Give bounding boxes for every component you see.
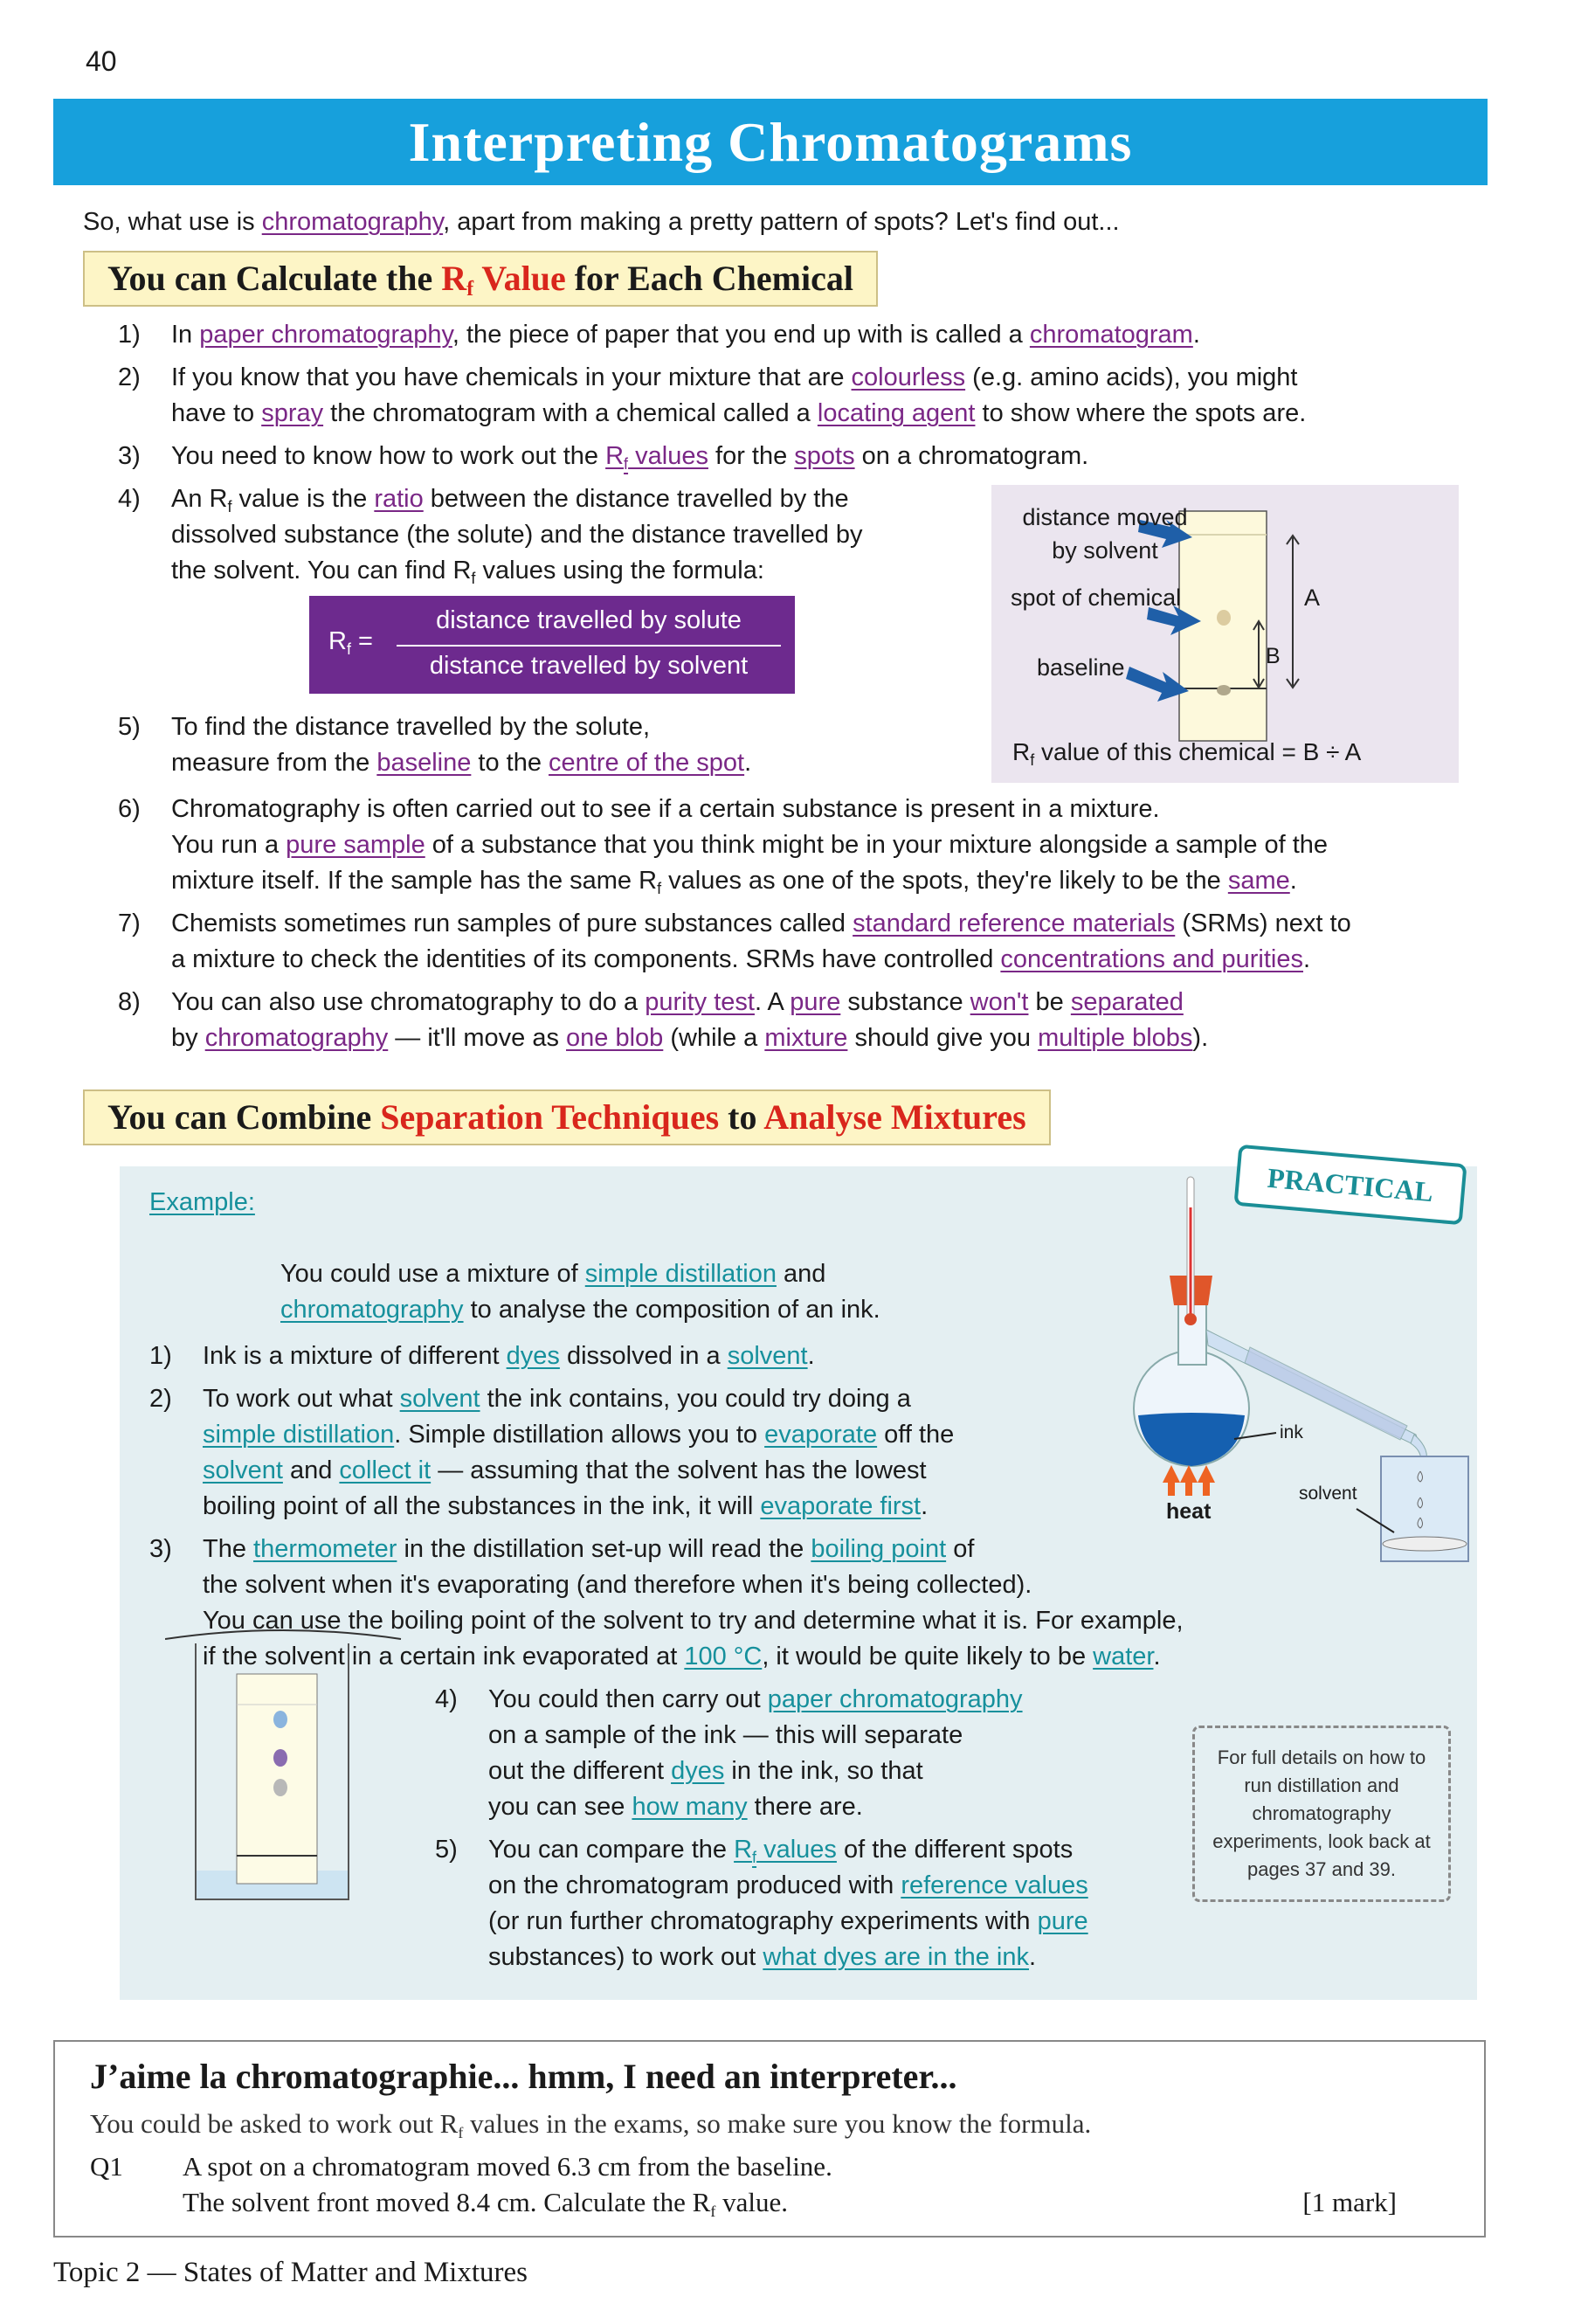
text-segment: A spot on a chromatogram moved 6.3 cm from the baseline. The solvent front moved 8.4 cm. Calculate the R (183, 2151, 832, 2217)
text-segment: for Each Chemical (565, 259, 853, 298)
text-segment: the ink contains, you could try doing a (487, 1385, 911, 1413)
glossary-term: collect it (339, 1456, 431, 1484)
text-segment: In (171, 321, 200, 349)
subscript-f: f (471, 570, 476, 587)
formula-denominator: distance travelled by solvent (429, 652, 749, 680)
list-item (149, 1381, 1477, 1525)
example-panel (120, 1161, 1477, 2000)
item-text (488, 1685, 1023, 1821)
subscript-f: f (227, 498, 232, 515)
glossary-term: paper chromatography (199, 321, 452, 349)
glossary-term: purity test (645, 988, 755, 1016)
glossary-term: paper chromatography (767, 1685, 1023, 1713)
glossary-term: chromatogram (1029, 321, 1193, 349)
item-text (203, 1385, 954, 1520)
glossary-term: evaporate (764, 1421, 878, 1449)
formula-lhs (328, 627, 373, 656)
highlight-text: Analyse Mixtures (763, 1097, 1026, 1137)
text-segment: be (1028, 988, 1071, 1016)
item-number: 2) (149, 1385, 172, 1413)
text-segment: in the ink, so that you can see (488, 1757, 923, 1821)
glossary-term: colourless (851, 363, 966, 391)
item-text (171, 795, 1328, 895)
glossary-term: chromatography (261, 208, 444, 236)
text-segment: to (719, 1097, 764, 1137)
section-heading-rf (83, 251, 878, 307)
text-segment: — assuming that the solvent has the lowest boiling point of all the substances in the ink, it will (203, 1456, 927, 1520)
label-baseline: baseline (1037, 654, 1125, 681)
subscript-f: f (710, 2203, 716, 2220)
glossary-term: ratio (374, 485, 424, 513)
item-text (171, 988, 1208, 1052)
grey-spot (273, 1779, 287, 1796)
text-segment: You need to know how to work out the (171, 442, 606, 470)
glossary-term: values (628, 442, 708, 470)
label-a: A (1304, 584, 1321, 611)
highlight-text: Value (473, 259, 566, 298)
text-segment: by (171, 1024, 198, 1052)
purple-spot (273, 1749, 287, 1767)
glossary-term: spray (261, 399, 324, 427)
glossary-term: multiple blobs (1038, 1024, 1193, 1052)
text-segment: for the (708, 442, 795, 470)
paper-chromatography-beaker-illustration (165, 1622, 405, 1901)
summary-box (53, 2040, 1486, 2238)
list-item (118, 481, 1476, 589)
text-segment: So, what use is (83, 208, 262, 236)
page-footer: Topic 2 — States of Matter and Mixtures (53, 2257, 528, 2288)
glossary-term: simple distillation (203, 1421, 395, 1449)
text-segment: . (1153, 1643, 1161, 1670)
text-segment: (SRMs) next to a mixture to check the identities of its components. SRMs have controlled (171, 910, 1351, 973)
blue-spot (273, 1711, 287, 1728)
item-text (203, 1342, 815, 1370)
question-row (90, 2148, 1397, 2220)
list-item (118, 792, 1476, 899)
intro-text (83, 204, 1488, 240)
text-segment: — it'll move as (388, 1024, 567, 1052)
item-number: 3) (118, 442, 141, 470)
highlight-text: f (466, 278, 474, 301)
glossary-term: separated (1070, 988, 1184, 1016)
items-4-5-wrap (435, 1682, 1477, 1982)
text-segment: You could use a mixture of (280, 1260, 585, 1288)
reference-note: For full details on how to run distillation and chromatography experiments, look back at pages 37 and 39. (1192, 1726, 1451, 1902)
text-segment: . (1303, 945, 1311, 973)
highlight-text: R (441, 259, 467, 298)
glossary-term: dyes (506, 1342, 560, 1370)
caption-r-sub: f (1030, 751, 1035, 769)
glossary-term: pure sample (286, 831, 425, 859)
marks-label: [1 mark] (1302, 2187, 1397, 2217)
glossary-term: water (1093, 1643, 1154, 1670)
glossary-term: solvent (727, 1342, 808, 1370)
item-number: 5) (435, 1836, 458, 1864)
item-number: 3) (149, 1535, 172, 1563)
practical-badge: PRACTICAL (1233, 1145, 1467, 1226)
glossary-term: f (624, 455, 629, 473)
text-segment: values using the formula: (475, 557, 764, 584)
list-item (118, 360, 1476, 432)
text-segment: Chemists sometimes run samples of pure substances called (171, 910, 853, 937)
glossary-term: dyes (671, 1757, 725, 1785)
glossary-term: concentrations and purities (1000, 945, 1304, 973)
item-number: 4) (435, 1685, 458, 1713)
text-segment: You can compare the (488, 1836, 735, 1864)
fraction-line (397, 645, 781, 647)
text-segment: The (203, 1535, 254, 1563)
glossary-term: what dyes are in the ink (763, 1943, 1029, 1971)
glossary-term: evaporate first (760, 1492, 922, 1520)
text-segment: You can also use chromatography to do a (171, 988, 646, 1016)
formula-equals: = (358, 627, 373, 655)
text-segment: . Simple distillation allows you to (394, 1421, 765, 1449)
label-ink: ink (1280, 1422, 1303, 1442)
glossary-term: one blob (566, 1024, 664, 1052)
question-text (183, 2148, 832, 2220)
glossary-term: solvent (399, 1385, 480, 1413)
item-number: 5) (118, 713, 141, 741)
label-solvent: solvent (1299, 1484, 1357, 1504)
glossary-term: standard reference materials (853, 910, 1176, 937)
text-segment: (or run further chromatography experiments with (488, 1907, 1031, 1935)
glossary-term: mixture (764, 1024, 848, 1052)
glossary-term: centre of the spot (549, 749, 745, 777)
text-segment: between the distance travelled by the dissolved substance (the solute) and the distance travelled by the solvent. You can find R (171, 485, 863, 584)
text-segment: values in the exams, so make sure you know the formula. (463, 2108, 1092, 2139)
caption-r: R (1012, 738, 1031, 765)
text-segment: Ink is a mixture of different (203, 1342, 507, 1370)
item-text (171, 442, 1089, 473)
text-segment: . (1192, 321, 1200, 349)
text-segment: there are. (747, 1793, 863, 1821)
section-heading-rf-wrap (83, 251, 1488, 307)
text-segment: You could be asked to work out R (90, 2108, 459, 2139)
text-segment: , it would be quite likely to be (762, 1643, 1094, 1670)
text-segment: . (1029, 1943, 1037, 1971)
rf-formula-box (309, 596, 795, 694)
item-text (171, 910, 1351, 973)
text-segment: of the solvent when it's evaporating (and therefore when it's being collected). You can use the boiling point of the solvent to try and determine what it is. For example, if the solvent in a certain ink evaporated at (203, 1535, 1184, 1670)
formula-r-sub: f (346, 640, 351, 658)
text-segment: to analyse the composition of an ink. (463, 1296, 880, 1324)
example-label: Example: (149, 1188, 255, 1216)
text-segment: in the distillation set-up will read the (397, 1535, 811, 1563)
list-item (118, 439, 1476, 474)
item-text (171, 321, 1200, 349)
glossary-term: R (734, 1836, 753, 1864)
text-segment: ). (1192, 1024, 1209, 1052)
text-segment: the chromatogram with a chemical called a (323, 399, 818, 427)
glossary-term: how many (632, 1793, 748, 1821)
text-segment: (e.g. amino acids), you might have to (171, 363, 1298, 427)
text-segment: of a substance that you think might be in your mixture alongside a sample of the mixture itself. If the sample has the same R (171, 831, 1329, 895)
glossary-term: reference values (901, 1871, 1088, 1899)
glossary-term: locating agent (817, 399, 976, 427)
glossary-term: 100 °C (684, 1643, 763, 1670)
subscript-f: f (657, 880, 662, 897)
text-segment: and (784, 1260, 826, 1288)
text-segment: dissolved in a (559, 1342, 728, 1370)
summary-text (90, 2105, 1397, 2143)
text-segment: Chromatography is often carried out to see if a certain substance is present in a mixture. You run a (171, 795, 1160, 859)
section1-list (118, 317, 1476, 1056)
subscript-f: f (458, 2124, 464, 2141)
text-segment: To find the distance travelled by the solute, measure from the (171, 713, 651, 777)
list-item (118, 317, 1476, 353)
item-number: 2) (118, 363, 141, 391)
text-segment: should give you (847, 1024, 1039, 1052)
item-number: 4) (118, 485, 141, 513)
summary-heading: J’aime la chromatographie... hmm, I need an interpreter... (90, 2057, 957, 2096)
list-item (435, 1832, 1477, 1975)
text-segment: on a chromatogram. (854, 442, 1089, 470)
text-segment: , apart from making a pretty pattern of spots? Let's find out... (443, 208, 1120, 236)
section-heading-separation-wrap (83, 1089, 1488, 1145)
question-label: Q1 (90, 2151, 123, 2182)
text-segment: To work out what (203, 1385, 400, 1413)
text-segment: value is the (231, 485, 375, 513)
chemical-spot (1217, 610, 1231, 626)
text-segment: . (1289, 867, 1297, 895)
item-number: 6) (118, 795, 141, 823)
glossary-term: boiling point (811, 1535, 947, 1563)
item-text (171, 485, 863, 587)
text-segment: You can Calculate the (107, 259, 442, 298)
caption-text: value of this chemical = B ÷ A (1034, 738, 1362, 765)
text-segment: to the (471, 749, 549, 777)
glossary-term: values (756, 1836, 837, 1864)
text-segment: substances) to work out (488, 1943, 756, 1971)
text-segment: . (807, 1342, 815, 1370)
glossary-term: simple distillation (584, 1260, 777, 1288)
item-number: 1) (149, 1342, 172, 1370)
glossary-term: same (1227, 867, 1290, 895)
item-number: 8) (118, 988, 141, 1016)
text-segment: If you know that you have chemicals in your mixture that are (171, 363, 852, 391)
text-segment: (while a (663, 1024, 765, 1052)
highlight-text: Separation Techniques (380, 1097, 720, 1137)
text-segment: You could then carry out (488, 1685, 768, 1713)
text-segment: substance (840, 988, 970, 1016)
glossary-term: thermometer (253, 1535, 397, 1563)
list-item (435, 1682, 1477, 1825)
list-item (118, 906, 1476, 978)
section-heading-separation (83, 1089, 1051, 1145)
formula-r: R (328, 627, 347, 655)
page-content (53, 99, 1488, 2324)
text-segment: , the piece of paper that you end up with is called a (452, 321, 1030, 349)
glossary-term: chromatography (204, 1024, 389, 1052)
item-text (171, 363, 1306, 427)
text-segment: You can Combine (107, 1097, 381, 1137)
label-b: B (1266, 644, 1281, 668)
text-segment: . (744, 749, 752, 777)
text-segment: value. (715, 2187, 788, 2217)
text-segment: and (282, 1456, 340, 1484)
text-segment: An R (171, 485, 228, 513)
text-segment: . (921, 1492, 929, 1520)
text-segment: values as one of the spots, they're likely to be the (661, 867, 1228, 895)
glossary-term: chromatography (280, 1296, 464, 1324)
text-segment: of the different spots on the chromatogram produced with (488, 1836, 1074, 1899)
formula-numerator: distance travelled by solute (436, 606, 742, 634)
paper-strip (237, 1674, 317, 1884)
glossary-term: pure (790, 988, 841, 1016)
glossary-term: solvent (203, 1456, 283, 1484)
glossary-term: won't (970, 988, 1029, 1016)
list-item (149, 1338, 1477, 1374)
text-segment: to show where the spots are. (975, 399, 1307, 427)
glossary-term: R (605, 442, 625, 470)
glossary-term: pure (1037, 1907, 1088, 1935)
list-item (118, 985, 1476, 1056)
text-segment: on a sample of the ink — this will separate out the different (488, 1721, 963, 1785)
label-spot-of-chemical: spot of chemical (1011, 584, 1182, 611)
item-text (171, 713, 751, 777)
glossary-term: f (752, 1849, 757, 1866)
list-item (118, 709, 1476, 781)
glossary-term: spots (794, 442, 855, 470)
label-distance-moved-by-solvent: distance moved by solvent (1022, 504, 1188, 564)
item-number: 7) (118, 910, 141, 937)
page-title: Interpreting Chromatograms (53, 99, 1488, 185)
baseline-spot (1217, 685, 1231, 695)
text-segment: . A (754, 988, 790, 1016)
example-text (280, 1260, 880, 1324)
glossary-term: baseline (376, 749, 472, 777)
text-segment: off the (884, 1421, 955, 1449)
item-text (488, 1836, 1088, 1971)
label-heat: heat (1166, 1499, 1212, 1524)
page-number: 40 (86, 45, 117, 77)
item-number: 1) (118, 321, 141, 349)
